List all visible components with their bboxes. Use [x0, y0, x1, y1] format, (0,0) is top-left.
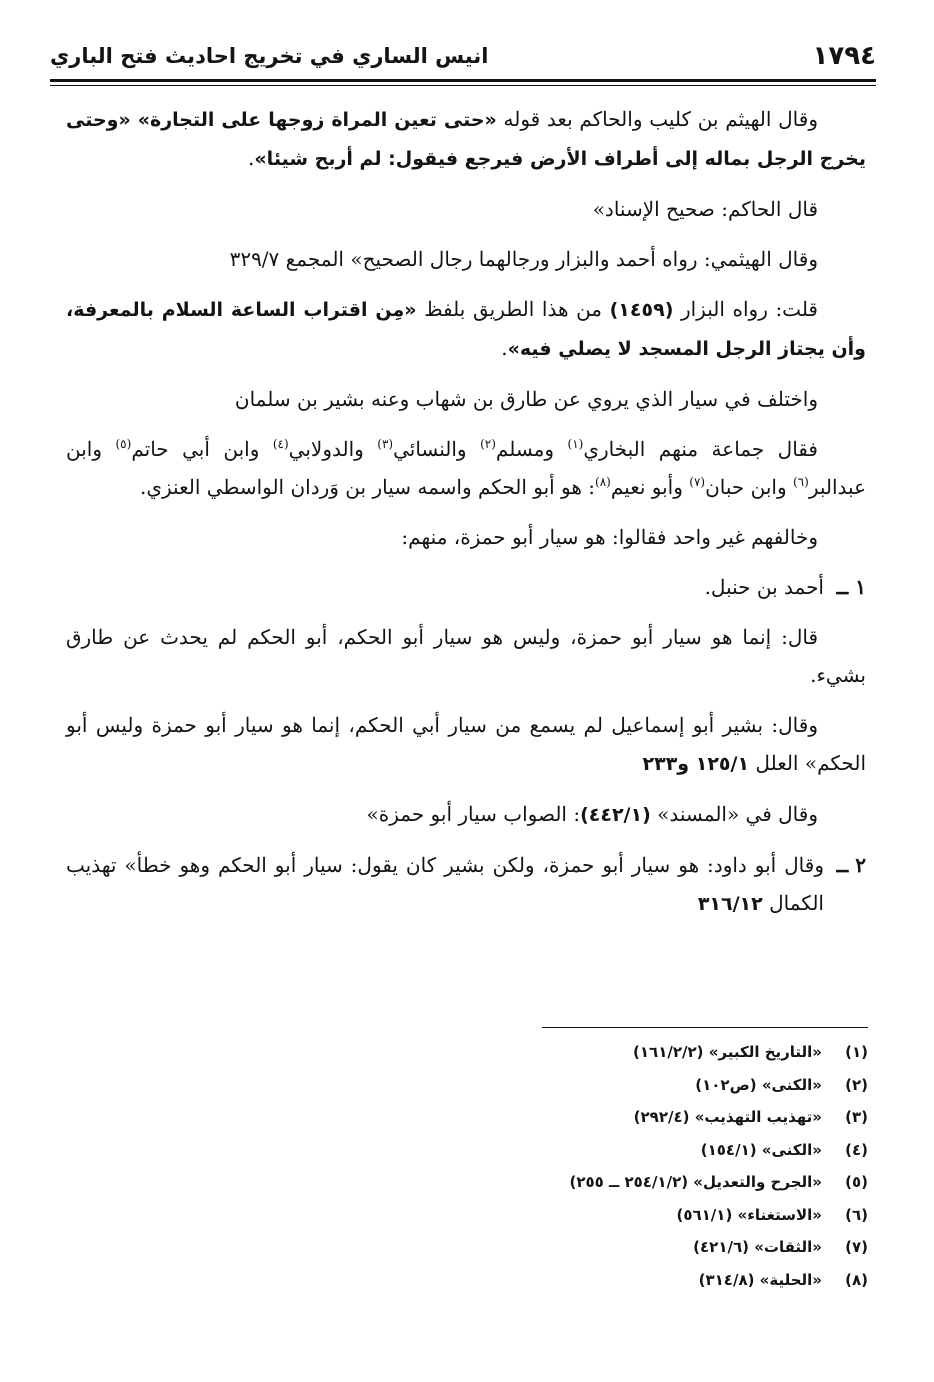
footnote-number: (٣) [845, 1108, 868, 1126]
footnote [168, 1134, 868, 1167]
footnote-text: «الجرح والتعديل» (٢٥٤/١/٢ ــ ٢٥٥) [569, 1173, 822, 1191]
footnote-text: «الحلية» (٣١٤/٨) [698, 1270, 822, 1289]
text-span: : الصواب سيار أبو حمزة» [366, 802, 581, 826]
paragraph-ikhtilaf: واختلف في سيار الذي يروي عن طارق بن شهاب وعنه بشير بن سلمان [234, 387, 818, 411]
paragraph-bashir [66, 706, 866, 783]
footnote [168, 1166, 868, 1199]
paragraph-qala-innama: قال: إنما هو سيار أبو حمزة، وليس هو سيار أبو الحكم، أبو الحكم لم يحدث عن طارق بشيء. [66, 625, 866, 687]
footnotes [168, 1036, 868, 1296]
numbered-item-abu-dawud [66, 846, 866, 923]
bold-reference: ١٢٥/١ و٢٣٣ [642, 753, 750, 775]
footnote-number: (٦) [845, 1205, 868, 1224]
text-span: وقال في «المسند» [650, 802, 818, 826]
text-span: . [248, 146, 255, 170]
footnote-number: (١) [845, 1043, 868, 1061]
text-span: ومسلم [495, 437, 568, 461]
footnote-ref[interactable]: (٥) [115, 437, 132, 451]
page-number: ١٧٩٤ [812, 41, 876, 71]
text-span: قلت: رواه البزار [673, 297, 818, 321]
footnote [168, 1069, 868, 1102]
footnote-number: (٥) [845, 1173, 868, 1191]
footnote-number: (٤) [845, 1140, 868, 1159]
footnote [168, 1264, 868, 1297]
text-span: فقال جماعة منهم البخاري [583, 437, 818, 461]
text-span: وقال أبو داود: هو سيار أبو حمزة، ولكن بشير كان يقول: سيار أبو الحكم وهو خطأ» تهذيب الكمال [66, 853, 824, 915]
item-text [66, 846, 824, 923]
text-span: : هو أبو الحكم واسمه سيار بن وَردان الواسطي العنزي. [140, 475, 596, 499]
footnote [168, 1199, 868, 1232]
body-text [66, 100, 866, 935]
text-span: وابن حبان [705, 475, 793, 499]
paragraph-hakim-saheeh: قال الحاكم: صحيح الإسناد» [592, 197, 818, 221]
bold-number: (١٤٥٩) [609, 299, 674, 321]
paragraph-musnad [66, 795, 866, 834]
footnote-ref[interactable]: (٨) [595, 475, 611, 489]
footnote [168, 1101, 868, 1134]
footnote-text: «الكنى» (ص١٠٢) [695, 1075, 822, 1094]
paragraph-haytham-hakim [66, 100, 866, 178]
header-rule-thick [50, 79, 876, 82]
footnote-text: «الكنى» (١٥٤/١) [700, 1140, 822, 1159]
footnote [168, 1036, 868, 1069]
footnote-text: «الثقات» (٤٢١/٦) [693, 1238, 822, 1256]
footnote-number: (٨) [845, 1270, 868, 1289]
item-number: ٢ ــ [836, 853, 866, 877]
footnote-ref[interactable]: (٦) [792, 475, 809, 489]
numbered-item-ahmad [66, 568, 866, 606]
footnote-ref[interactable]: (٣) [377, 437, 394, 451]
paragraph-khalafahum: وخالفهم غير واحد فقالوا: هو سيار أبو حمزة، منهم: [401, 525, 818, 549]
item-number: ١ ــ [836, 575, 866, 599]
item-text: أحمد بن حنبل. [704, 575, 824, 599]
bold-reference: (٤٤٢/١) [580, 804, 651, 826]
paragraph-bazzar [66, 290, 866, 368]
text-span: وابن عبدالبر [66, 437, 866, 499]
header-rule-thin [50, 85, 876, 86]
footnote-number: (٧) [845, 1238, 868, 1256]
text-span: . [501, 336, 508, 360]
footnote-ref[interactable]: (٧) [689, 475, 706, 489]
text-span: وقال: بشير أبو إسماعيل لم يسمع من سيار أبي الحكم، إنما هو سيار أبو حمزة وليس أبو الحكم» العلل [66, 713, 866, 775]
text-span: من هذا الطريق بلفظ [416, 297, 610, 321]
footnote-ref[interactable]: (٢) [480, 437, 496, 451]
footnote-ref[interactable]: (١) [567, 437, 584, 451]
book-title: انيس الساري في تخريج احاديث فتح الباري [50, 44, 489, 68]
footnote-text: «التاريخ الكبير» (١٦١/٢/٢) [633, 1043, 822, 1061]
footnote-separator [542, 1027, 868, 1028]
footnote-ref[interactable]: (٤) [272, 437, 289, 451]
text-span: وقال الهيثم بن كليب والحاكم بعد قوله [496, 107, 818, 131]
text-span: وابن أبي حاتم [131, 437, 273, 461]
bold-reference: ٣١٦/١٢ [697, 893, 763, 915]
footnote-number: (٢) [845, 1075, 868, 1094]
footnote [168, 1231, 868, 1264]
running-header [50, 36, 876, 76]
bold-quote: «مِن اقتراب الساعة السلام بالمعرفة، وأن يجتاز الرجل المسجد لا يصلي فيه» [66, 299, 866, 360]
paragraph-haythami: وقال الهيثمي: رواه أحمد والبزار ورجالهما رجال الصحيح» المجمع ٣٢٩/٧ [229, 247, 818, 271]
paragraph-jamaa [66, 430, 866, 506]
bold-quote: «حتى تعين المراة زوجها على التجارة» «وحتى يخرج الرجل بماله إلى أطراف الأرض فيرجع فيقول: لم أربح شيئا» [66, 109, 866, 170]
text-span: وأبو نعيم [610, 475, 690, 499]
text-span: والنسائي [393, 437, 481, 461]
footnote-text: «تهذيب التهذيب» (٢٩٢/٤) [633, 1108, 822, 1126]
footnote-text: «الاستغناء» (٥٦١/١) [676, 1205, 822, 1224]
text-span: والدولابي [288, 437, 378, 461]
